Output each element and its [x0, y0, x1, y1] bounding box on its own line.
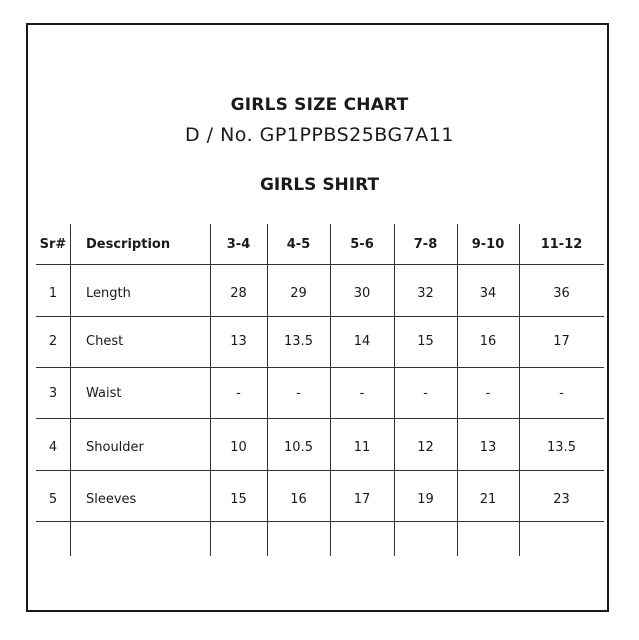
design-number: D / No. GP1PPBS25BG7A11	[184, 124, 454, 146]
row-divider	[36, 418, 604, 419]
column-header: 4-5	[286, 237, 311, 252]
table-cell: 17	[553, 334, 570, 349]
table-cell: -	[359, 386, 365, 401]
table-cell: 1	[48, 286, 58, 301]
table-cell: 13	[479, 440, 497, 455]
column-header: 5-6	[350, 237, 374, 252]
table-cell: 23	[553, 492, 570, 507]
table-cell: -	[559, 386, 564, 401]
table-cell: 3	[48, 386, 58, 401]
column-header: 9-10	[471, 237, 505, 252]
table-cell: 29	[290, 286, 307, 301]
column-divider	[70, 224, 71, 556]
table-cell: 14	[353, 334, 371, 349]
table-cell: Shoulder	[86, 440, 144, 455]
column-header: Description	[86, 237, 171, 252]
table-cell: 17	[353, 492, 371, 507]
table-cell: Waist	[86, 386, 122, 401]
chart-title: GIRLS SIZE CHART	[230, 95, 409, 115]
table-cell: 11	[353, 440, 371, 455]
row-divider	[36, 264, 604, 265]
table-cell: 2	[48, 334, 58, 349]
row-divider	[36, 316, 604, 317]
column-header: 11-12	[540, 237, 583, 252]
garment-subtitle: GIRLS SHIRT	[259, 175, 380, 195]
table-cell: 36	[553, 286, 570, 301]
table-cell: -	[485, 386, 491, 401]
table-cell: 10.5	[284, 440, 313, 455]
column-header: Sr#	[39, 237, 67, 252]
table-cell: 4	[48, 440, 58, 455]
table-cell: 10	[230, 440, 247, 455]
table-cell: Length	[86, 286, 131, 301]
column-header: 3-4	[226, 237, 251, 252]
table-cell: 21	[479, 492, 497, 507]
table-cell: 32	[417, 286, 434, 301]
table-cell: 5	[48, 492, 58, 507]
table-cell: 19	[417, 492, 434, 507]
table-cell: -	[296, 386, 301, 401]
table-cell: Chest	[86, 334, 124, 349]
table-cell: 16	[479, 334, 497, 349]
size-table	[36, 224, 604, 556]
table-cell: 15	[230, 492, 247, 507]
column-header: 7-8	[413, 237, 438, 252]
table-cell: 34	[479, 286, 497, 301]
table-cell: Sleeves	[86, 492, 137, 507]
table-cell: 15	[417, 334, 434, 349]
row-divider	[36, 367, 604, 368]
table-cell: 28	[230, 286, 247, 301]
table-cell: 30	[353, 286, 371, 301]
table-cell: 13.5	[547, 440, 576, 455]
table-cell: -	[236, 386, 241, 401]
table-cell: 13.5	[284, 334, 313, 349]
table-cell: 16	[290, 492, 307, 507]
row-divider	[36, 521, 604, 522]
table-cell: 13	[230, 334, 247, 349]
row-divider	[36, 470, 604, 471]
table-cell: 12	[417, 440, 434, 455]
table-cell: -	[423, 386, 428, 401]
